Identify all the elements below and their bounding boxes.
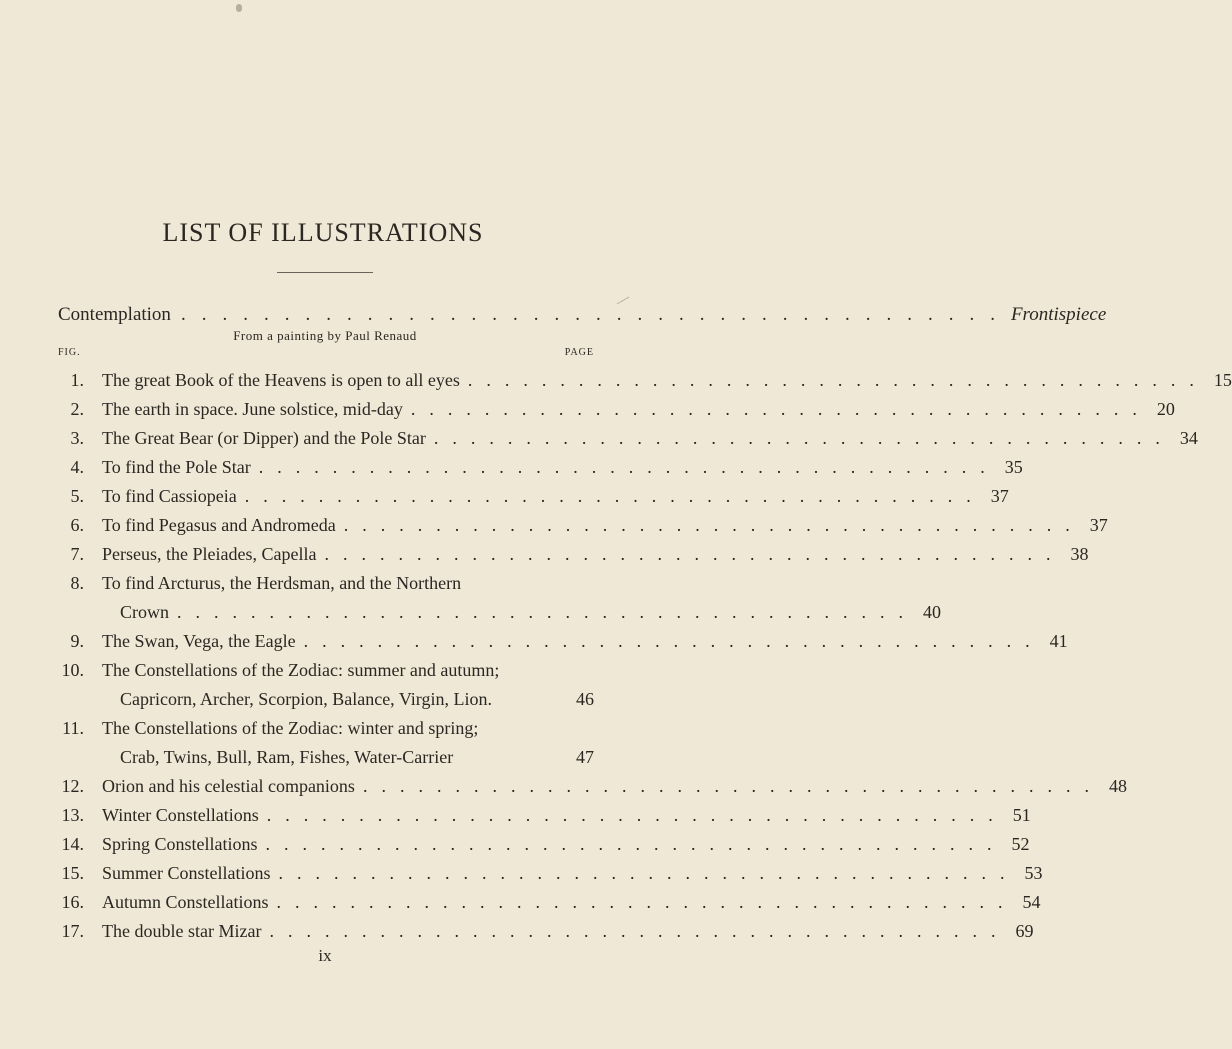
entry-title: Spring Constellations: [102, 834, 258, 854]
page-number: ix: [318, 946, 332, 965]
page-title: LIST OF ILLUSTRATIONS: [162, 218, 484, 247]
figure-number: 7.: [70, 544, 84, 564]
page-ref: 46: [576, 689, 594, 709]
entry-row: [58, 830, 1030, 859]
entry-row: [58, 801, 1031, 830]
page-ref: 20: [1156, 399, 1175, 419]
entry-title: To find the Pole Star: [102, 457, 251, 477]
page-ref: 51: [1012, 805, 1031, 825]
frontispiece-credit: From a painting by Paul Renaud: [233, 328, 417, 343]
page-ref: 41: [1049, 631, 1068, 651]
entry-title: Autumn Constellations: [102, 892, 269, 912]
entry-row-continued: [58, 685, 594, 714]
entry-title: Summer Constellations: [102, 863, 271, 883]
entry-title: To find Pegasus and Andromeda: [102, 515, 336, 535]
entry-row: [58, 917, 1034, 946]
page-ref: 40: [923, 602, 941, 622]
figure-number: 11.: [62, 718, 84, 738]
figure-number: 16.: [61, 892, 84, 912]
entry-row: [58, 511, 1108, 540]
page-ref: 34: [1179, 428, 1198, 448]
page-ref: 15: [1213, 370, 1232, 390]
entry-title: Orion and his celestial companions: [102, 776, 355, 796]
entry-title: The Swan, Vega, the Eagle: [102, 631, 296, 651]
entry-row: [58, 888, 1041, 917]
frontispiece-label: Contemplation: [58, 304, 171, 325]
leader-dots: ........................................: [177, 602, 917, 622]
leader-dots: ........................................: [265, 834, 1006, 854]
entry-row: [58, 772, 1127, 801]
leader-dots: ........................................: [278, 863, 1019, 883]
figure-number: 3.: [70, 428, 84, 448]
leader-dots: ........................................: [410, 399, 1151, 419]
figure-number: 5.: [70, 486, 84, 506]
title-rule: [277, 272, 373, 273]
entry-title: The Constellations of the Zodiac: summer and autumn;: [102, 660, 500, 680]
figure-number: 15.: [61, 863, 84, 883]
frontispiece-entry: [58, 304, 1107, 326]
figure-number: 17.: [61, 921, 84, 941]
entry-row: [58, 424, 1198, 453]
entry-row: [58, 395, 1175, 424]
leader-dots: ........................................: [258, 457, 999, 477]
paper-blemish: [236, 4, 242, 12]
entry-row-continued: [58, 743, 594, 772]
entry-title: The double star Mizar: [102, 921, 262, 941]
figure-number: 2.: [70, 399, 84, 419]
figure-number: 10.: [61, 660, 84, 680]
entry-title: Winter Constellations: [102, 805, 259, 825]
leader-dots: ........................................: [324, 544, 1065, 564]
entry-title: Perseus, the Pleiades, Capella: [102, 544, 317, 564]
entry-title: To find Arcturus, the Herdsman, and the Northern: [102, 573, 462, 593]
entry-row: [58, 366, 1232, 395]
leader-dots: ........................................: [467, 370, 1208, 390]
illustration-list: [58, 366, 1232, 946]
page-ref: 35: [1004, 457, 1023, 477]
entry-title: The great Book of the Heavens is open to all eyes: [102, 370, 460, 390]
leader-dots: ........................................: [244, 486, 985, 506]
figure-number: 9.: [70, 631, 84, 651]
leader-dots: ........................................: [276, 892, 1017, 912]
leader-dots: ........................................: [180, 304, 1011, 325]
entry-row: [58, 569, 594, 598]
entry-title: The earth in space. June solstice, mid-day: [102, 399, 403, 419]
entry-title-continued: Capricorn, Archer, Scorpion, Balance, Virgin, Lion.: [120, 689, 492, 709]
leader-dots: ........................................: [266, 805, 1007, 825]
leader-dots: ........................................: [303, 631, 1044, 651]
figure-number: 12.: [61, 776, 84, 796]
entry-title: The Great Bear (or Dipper) and the Pole Star: [102, 428, 426, 448]
entry-row: [58, 859, 1043, 888]
entry-row-continued: [58, 598, 941, 627]
entry-title: The Constellations of the Zodiac: winter and spring;: [102, 718, 479, 738]
leader-dots: ........................................: [362, 776, 1103, 796]
fig-column-header: FIG.: [58, 347, 81, 358]
entry-row: [58, 627, 1068, 656]
leader-dots: ........................................: [343, 515, 1084, 535]
frontispiece-page: Frontispiece: [1010, 304, 1107, 325]
figure-number: 13.: [61, 805, 84, 825]
leader-dots: ........................................: [433, 428, 1174, 448]
page-ref: 53: [1024, 863, 1043, 883]
page-column-header: PAGE: [564, 347, 594, 358]
entry-row: [58, 453, 1023, 482]
figure-number: 1.: [70, 370, 84, 390]
entry-row: [58, 540, 1089, 569]
page-ref: 54: [1022, 892, 1041, 912]
figure-number: 14.: [61, 834, 84, 854]
page-ref: 48: [1108, 776, 1127, 796]
figure-number: 6.: [70, 515, 84, 535]
page-ref: 37: [1089, 515, 1108, 535]
entry-row: [58, 482, 1009, 511]
page-ref: 69: [1015, 921, 1034, 941]
page-ref: 47: [576, 747, 594, 767]
leader-dots: ........................................: [269, 921, 1010, 941]
page-ref: 52: [1011, 834, 1030, 854]
page-ref: 38: [1070, 544, 1089, 564]
page-ref: 37: [990, 486, 1009, 506]
figure-number: 4.: [70, 457, 84, 477]
entry-title: To find Cassiopeia: [102, 486, 237, 506]
entry-row: [58, 714, 594, 743]
figure-number: 8.: [70, 573, 84, 593]
entry-title-continued: Crab, Twins, Bull, Ram, Fishes, Water-Carrier: [120, 747, 454, 767]
entry-row: [58, 656, 594, 685]
entry-title-continued: Crown: [120, 602, 169, 622]
